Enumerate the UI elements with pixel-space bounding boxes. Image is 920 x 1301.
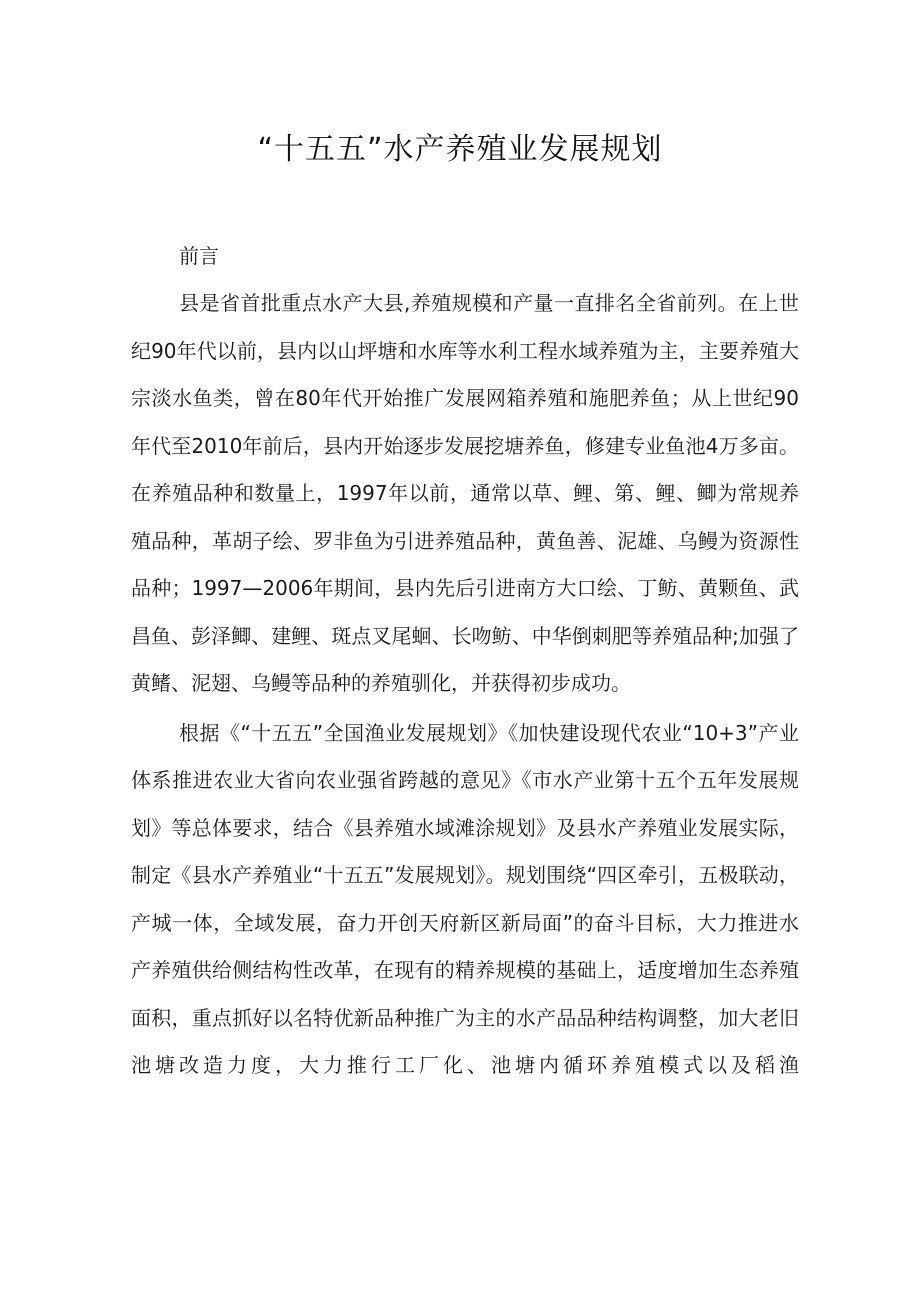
paragraph-basis: 根据《“十五五”全国渔业发展规划》《加快建设现代农业“10+3”产业体系推进农业大省向农业强省跨越的意见》《市水产业第十五个五年发展规划》等总体要求，结合《县养殖水域滩涂规划》及县水产养殖业发展实际，制定《县水产养殖业“十五五”发展规划》。规划围绕“四区牵引，五极联动，产城一体，全域发展，奋力开创天府新区新局面”的奋斗目标，大力推进水产养殖供给侧结构性改革，在现有的精养规模的基础上，适度增加生态养殖面积，重点抓好以名特优新品种推广为主的水产品品种结构调整，加大老旧池塘改造力度，大力推行工厂化、池塘内循环养殖模式以及稻渔	[131, 720, 799, 1077]
section-heading-preface: 前言	[179, 244, 219, 268]
document-title: “十五五”水产养殖业发展规划	[257, 132, 663, 167]
paragraph-background: 县是省首批重点水产大县,养殖规模和产量一直排名全省前列。在上世纪90年代以前，县内以山坪塘和水库等水利工程水域养殖为主，主要养殖大宗淡水鱼类，曾在80年代开始推广发展网箱养殖和施肥养鱼；从上世纪90年代至2010年前后，县内开始逐步发展挖塘养鱼，修建专业鱼池4万多亩。在养殖品种和数量上，1997年以前，通常以草、鲤、第、鲤、鲫为常规养殖品种，革胡子绘、罗非鱼为引进养殖品种，黄鱼善、泥雄、乌鳗为资源性品种；1997—2006年期间，县内先后引进南方大口绘、丁鲂、黄颗鱼、武昌鱼、彭泽鲫、建鲤、斑点叉尾蛔、长吻鲂、中华倒刺肥等养殖品种;加强了黄鳍、泥翅、乌鳗等品种的养殖驯化，并获得初步成功。	[131, 291, 799, 695]
document-body	[131, 233, 799, 1090]
